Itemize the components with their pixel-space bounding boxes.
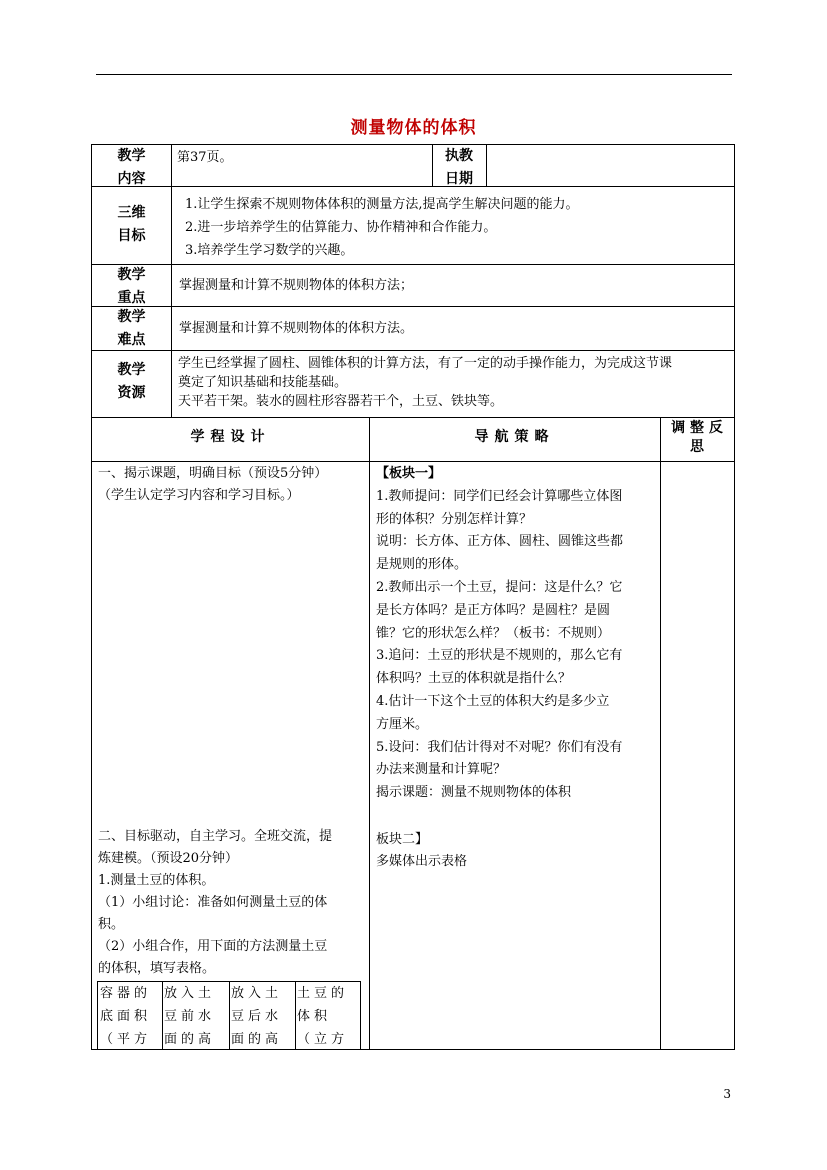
strategy-block2: 板块二】 多媒体出示表格 [376, 832, 468, 869]
difficulty-value: 掌握测量和计算不规则物体的体积方法。 [171, 306, 735, 351]
goal-item: 3.培养学生学习数学的兴趣。 [185, 243, 354, 258]
goals-label: 三维 目标 [91, 186, 172, 265]
goal-item: 1.让学生探索不规则物体体积的测量方法,提高学生解决问题的能力。 [185, 197, 579, 212]
design-part1: 一、揭示课题，明确目标（预设5分钟） （学生认定学习内容和学习目标。） [98, 466, 328, 503]
content-label: 教学 内容 [91, 144, 172, 187]
design-column-header: 学程设计 [91, 417, 370, 462]
reflect-column-header: 调 整 反 思 [660, 417, 735, 462]
header-rule [96, 74, 732, 75]
difficulty-label: 教学 难点 [91, 306, 172, 351]
table-header-base-area: 容器的 底面积 （平方 [97, 981, 163, 1050]
table-header-height-after: 放入土 豆后水 面的高 [229, 981, 296, 1050]
design-part2: 二、目标驱动，自主学习。全班交流，提 炼建模。（预设20分钟） 1.测量土豆的体积。 （1）小组讨论：准备如何测量土豆的体 积。 （2）小组合作，用下面的方法测量土豆 的体积，填写表格。 [98, 829, 333, 976]
date-label: 执教 日期 [432, 144, 487, 187]
strategy-column-header: 导航策略 [369, 417, 661, 462]
content-value: 第37页。 [171, 144, 433, 187]
key-label: 教学 重点 [91, 264, 172, 307]
strategy-block1: 【板块一】 1.教师提问：同学们已经会计算哪些立体图 形的体积？分别怎样计算？ 说明：长方体、正方体、圆柱、圆锥这些都 是规则的形体。 2.教师出示一个土豆，提问：这是什么？它 是长方体吗？是正方体吗？是圆柱？是圆 锥？它的形状怎么样？（板书：不规则） 3.追问：土豆的形状是不规则的，那么它有 体积吗？土豆的体积就是指什么？ 4.估计一下这个土豆的体积大约是多少立 方厘米。 5.设问：我们估计得对不对呢？你们有没有 办法来测量和计算呢？ 揭示课题：测量不规则物体的体积 [376, 466, 624, 801]
reflect-column [660, 461, 735, 1050]
table-header-height-before: 放入土 豆前水 面的高 [162, 981, 230, 1050]
table-header-potato-volume: 土豆的 体积 （立方 [295, 981, 361, 1050]
goals-list [171, 186, 735, 265]
goal-item: 2.进一步培养学生的估算能力、协作精神和合作能力。 [185, 220, 497, 235]
date-value [486, 144, 735, 187]
page-number: 3 [723, 1087, 731, 1101]
page-title: 测量物体的体积 [350, 118, 477, 138]
strategy-column [369, 461, 661, 1050]
design-column [91, 461, 370, 1050]
resources-value: 学生已经掌握了圆柱、圆锥体积的计算方法，有了一定的动手操作能力，为完成这节课 奠定了知识基础和技能基础。 天平若干架。装水的圆柱形容器若干个，土豆、铁块等。 [171, 350, 735, 418]
key-value: 掌握测量和计算不规则物体的体积方法； [171, 264, 735, 307]
resources-label: 教学 资源 [91, 350, 172, 418]
